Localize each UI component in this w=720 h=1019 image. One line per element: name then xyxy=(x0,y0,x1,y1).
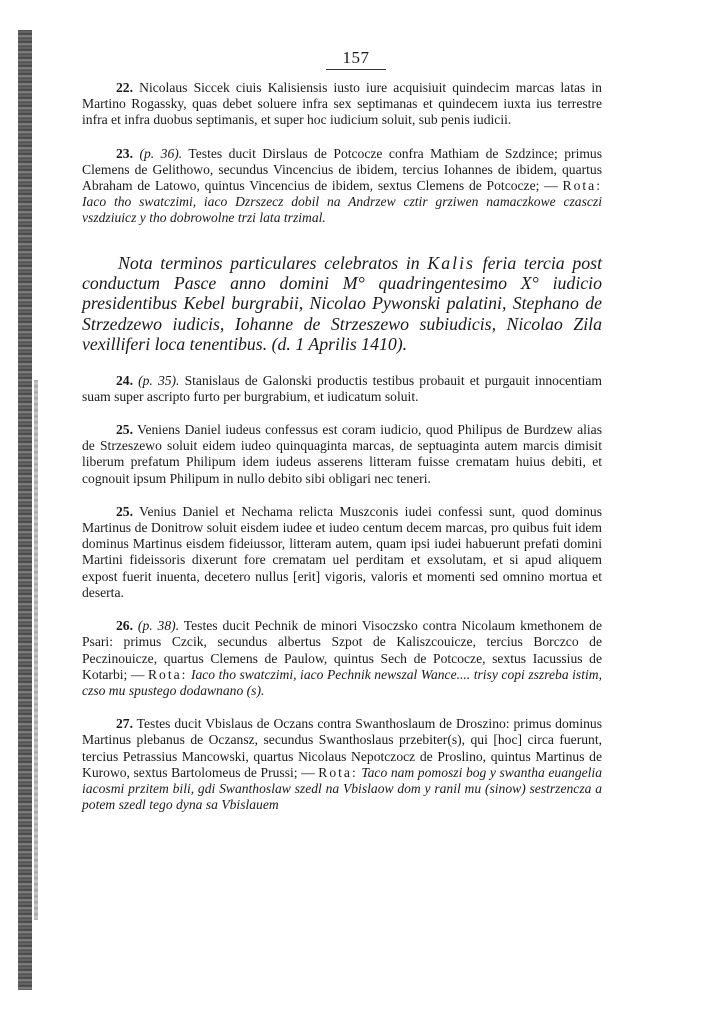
page-content xyxy=(82,80,602,830)
heading-text-before: Nota terminos particulares celebratos in xyxy=(118,252,420,273)
entry-25a xyxy=(82,422,602,487)
entry-text: Testes ducit Dirslaus de Potcocze confra Mathiam de Szdzince; primus Clemens de Gelithowo, secundus Vincencius de ibidem, tercius Iohannes de ibidem, quartus Abraham de Latowo, quintus Vincencius de ibidem, sextus Clemens de Potcocze; — xyxy=(82,145,603,194)
section-heading xyxy=(82,253,602,355)
entry-24 xyxy=(82,373,602,405)
entry-25b xyxy=(82,504,602,601)
page-number: 157 xyxy=(326,48,386,70)
entry-number: 25. xyxy=(116,422,133,438)
rota-label: Rota: xyxy=(562,178,602,194)
entry-number: 23. xyxy=(116,145,133,161)
entry-number: 27. xyxy=(116,716,133,732)
entry-text: Nicolaus Siccek ciuis Kalisiensis iusto iure acquisiuit quindecim marcas latas in Martino Rogassky, quas debet soluere infra sex septimanas et quindecem iuxta ius terrestre infra et infra duobus septimanis, et super hoc iudicium soluit, sub penis iudicii. xyxy=(82,80,602,128)
scanned-page-edge xyxy=(18,30,32,990)
rota-label: Rota: xyxy=(147,666,188,682)
entry-page-ref: (p. 38). xyxy=(137,618,180,634)
entry-text: Testes ducit Vbislaus de Oczans contra Swanthoslaum de Droszino: primus dominus Martinus plebanus de Oczansz, secundus Swanthoslaus przebiter(s), qui [hoc] circa fuerunt, tercius Petrassius Mancowski, quartus Nicolaus Nepotczocz de Proslino, quintus Martinus de Kurowo, sextus Bartolomeus de Prussi; — xyxy=(82,716,602,780)
entry-23 xyxy=(82,146,602,227)
entry-page-ref: (p. 36). xyxy=(139,145,183,161)
heading-text-after: feria tercia post conductum Pasce anno domini M° quadringentesimo X° iudicio presidentibus Kebel burgrabii, Nicolao Pywonski palatini, Stephano de Strzedzewo iudicis, Iohanne de Strzeszewo subiudicis, Nicolao Zila vexilliferi loca tenentibus. (d. 1 Aprilis 1410). xyxy=(82,252,603,355)
entry-page-ref: (p. 35). xyxy=(138,372,180,388)
entry-number: 24. xyxy=(116,372,133,388)
entry-number: 25. xyxy=(116,503,133,519)
heading-place: Kalis xyxy=(427,252,475,273)
entry-text: Stanislaus de Galonski productis testibus probauit et purgauit innocentiam suam super ascripto furto per burgrabium, et iudicatum soluit. xyxy=(82,372,602,404)
scanned-page-shadow xyxy=(34,380,38,920)
entry-text: Venius Daniel et Nechama relicta Muszconis iudei confessi sunt, quod dominus Martinus de Donitrow soluit eisdem iudee et iudeo centum decem marcas, pro quibus fuit idem dominus Martinus eisdem fideiussor, litteram autem, quam ipsi iudei habuerunt prefati domini Martini fideissoris dixerunt fore crematam uel perditam et exsolutam, et si apud aliquem expost fuerit inuenta, decetero nullus [erit] vigoris, valoris et momenti sed omnino mortua et deserta. xyxy=(82,503,602,600)
rota-text: Taco nam pomoszi bog y swantha euangelia iacosmi przitem bili, gdi Swanthoslaw szedl na Vbislaow dom y ranil mu (sinow) sestrzencza a potem szedl tego dyna sa Vbislauem xyxy=(82,764,602,813)
entry-number: 22. xyxy=(116,80,133,95)
rota-text: Iaco tho swatczimi, iaco Dzrszecz dobil na Andrzew cztir grziwen namaczkowe czasczi vszdziuicz y tho dobrowolne trzi lata trzimal. xyxy=(82,194,602,226)
entry-text: Testes ducit Pechnik de minori Visoczsko contra Nicolaum kmethonem de Psari: primus Czcik, secundus albertus Szpot de Kaliszcouicze, tercius Borczco de Peczinouicze, quartus Clemens de Paulow, quintus Sech de Potcocze, sextus Iacussius de Kotarbi; — xyxy=(82,618,602,682)
entry-number: 26. xyxy=(116,618,133,634)
entry-26 xyxy=(82,618,602,699)
entry-22 xyxy=(82,80,602,129)
entry-text: Veniens Daniel iudeus confessus est coram iudicio, quod Philipus de Burdzew alias de Strzeszewo soluit eidem iudeo quinquaginta marcas, de septuaginta autem marcis dimisit liberum prefatum Philipum idem iudeus asserens litteram fuisse crematam huius debiti, et cognouit ipsum Philipum in nullo debito sibi obligari nec teneri. xyxy=(82,422,603,486)
rota-label: Rota: xyxy=(318,764,358,780)
rota-text: Iaco tho swatczimi, iaco Pechnik newszal Wance.... trisy copi zszreba istim, czso mu spustego dodawnano (s). xyxy=(82,666,602,698)
entry-27 xyxy=(82,716,602,813)
